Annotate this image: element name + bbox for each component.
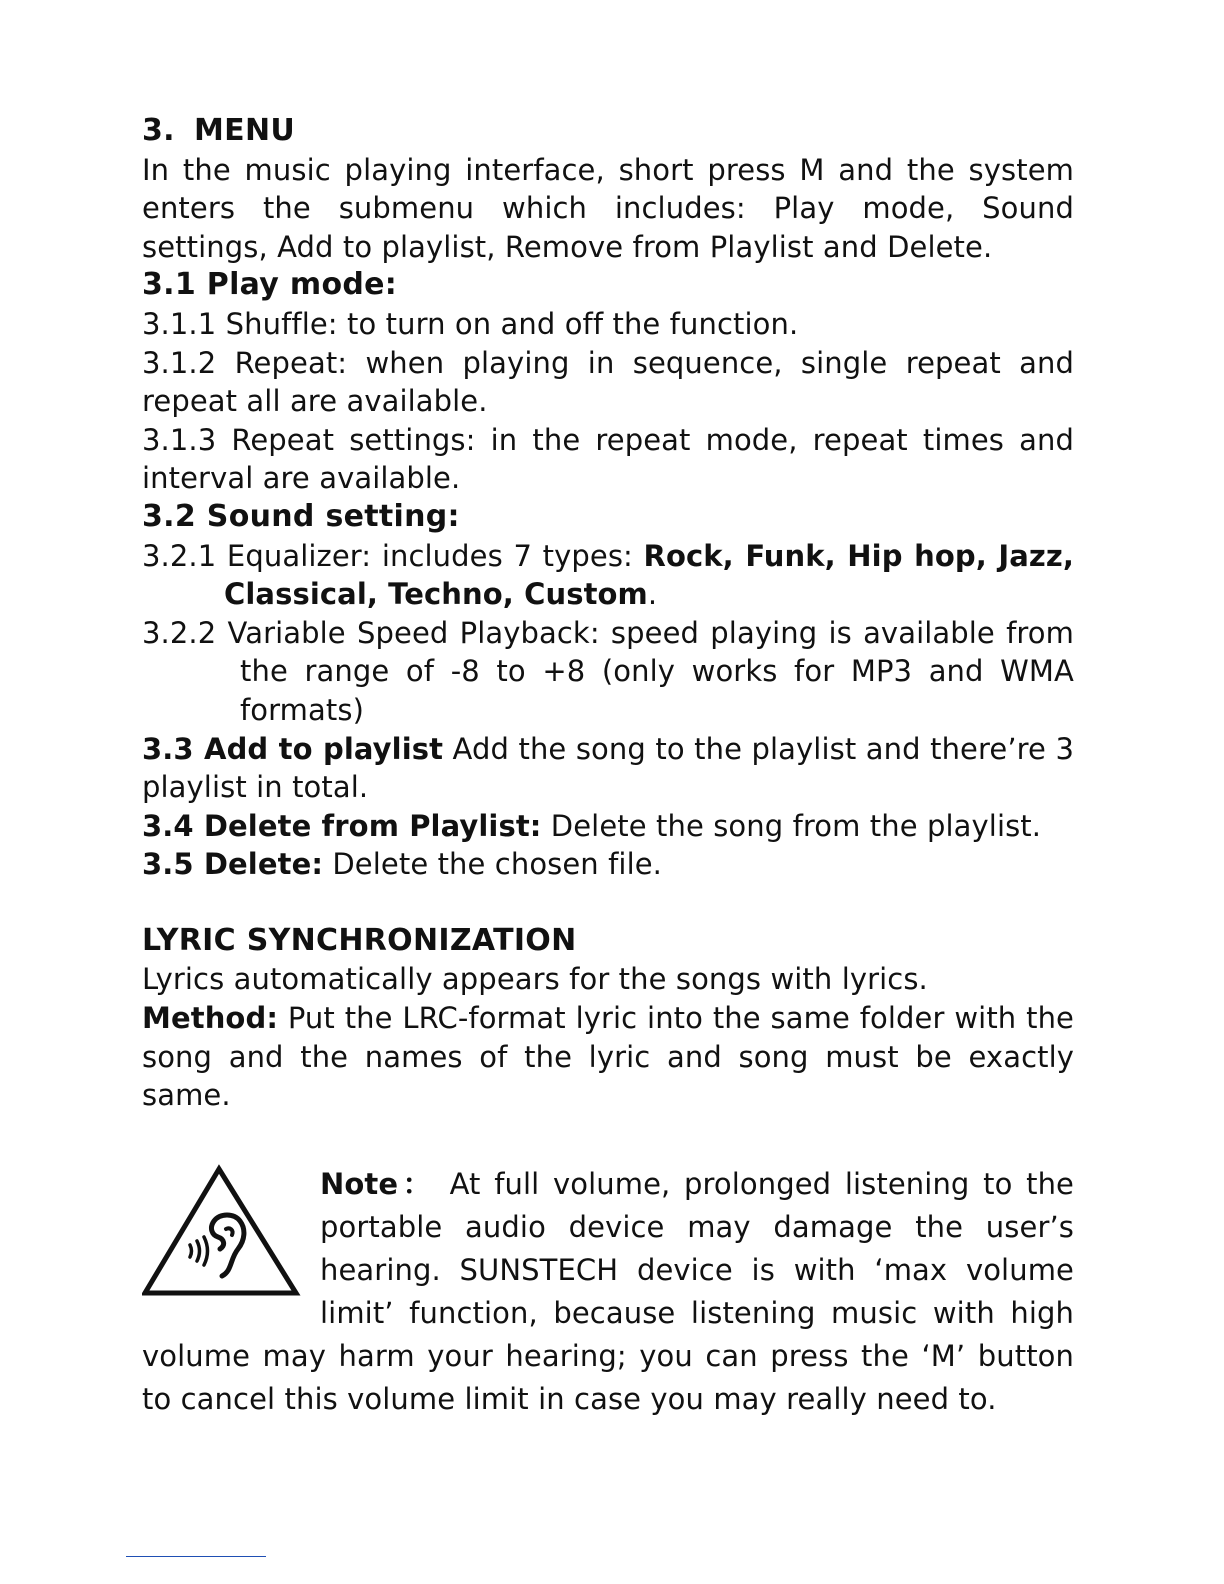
manual-page [142,112,1074,1421]
delete-from-playlist-text: Delete the song from the playlist. [541,808,1042,843]
sound-setting-heading: 3.2 Sound setting: [142,498,460,534]
add-to-playlist-text: Add the song to the playlist and there’re 3 playlist in total. [142,731,1074,805]
lyric-intro: Lyrics automatically appears for the songs with lyrics. [142,962,928,997]
equalizer-suffix: . [647,577,658,612]
section-3-heading [142,112,1074,151]
add-to-playlist [142,730,1074,807]
footer-rule [126,1556,266,1557]
delete-item [142,845,1074,884]
note-text: At full volume, prolonged listening to the portable audio device may damage the user’s hearing. SUNSTECH device is with ‘max volume limit’ function, because listening music with high volume may harm your hearing; you can press the ‘M’ button to cancel this volume limit in case you may really need to. [142,1166,1074,1416]
delete-label: 3.5 Delete: [142,847,324,882]
delete-from-playlist [142,807,1074,846]
spacer [142,884,1074,922]
section-title: MENU [194,113,296,148]
method-text: Put the LRC-format lyric into the same folder with the song and the names of the lyric and song must be exactly same. [142,1001,1074,1113]
play-mode-heading: 3.1 Play mode: [142,267,398,303]
equalizer-prefix: 3.2.1 Equalizer: includes 7 types: [142,538,644,573]
equalizer-types: Rock, Funk, Hip hop, Jazz, Classical, Techno, Custom [224,538,1074,612]
add-to-playlist-label: 3.3 Add to playlist [142,731,444,766]
note-block [142,1163,1074,1421]
sound-setting-equalizer [142,537,1074,614]
delete-from-playlist-label: 3.4 Delete from Playlist: [142,808,542,843]
lyric-method [142,999,1074,1115]
play-mode-repeat: 3.1.2 Repeat: when playing in sequence, single repeat and repeat all are available. [142,345,1074,419]
sound-setting-speed: 3.2.2 Variable Speed Playback: speed playing is available from the range of -8 to +8 (only works for MP3 and WMA formats) [142,615,1074,727]
delete-text: Delete the chosen file. [323,847,662,882]
section-number: 3. [142,113,175,148]
section-3-intro: In the music playing interface, short press M and the system enters the submenu which includes: Play mode, Sound settings, Add to playlist, Remove from Playlist and Delete. [142,152,1074,264]
play-mode-shuffle: 3.1.1 Shuffle: to turn on and off the function. [142,306,799,341]
lyric-heading: LYRIC SYNCHRONIZATION [142,922,577,958]
spacer [142,1115,1074,1163]
play-mode-repeat-settings: 3.1.3 Repeat settings: in the repeat mode, repeat times and interval are available. [142,422,1074,496]
note-label: Note： [320,1166,436,1201]
hearing-warning-icon [142,1163,320,1323]
method-label: Method: [142,1001,279,1036]
